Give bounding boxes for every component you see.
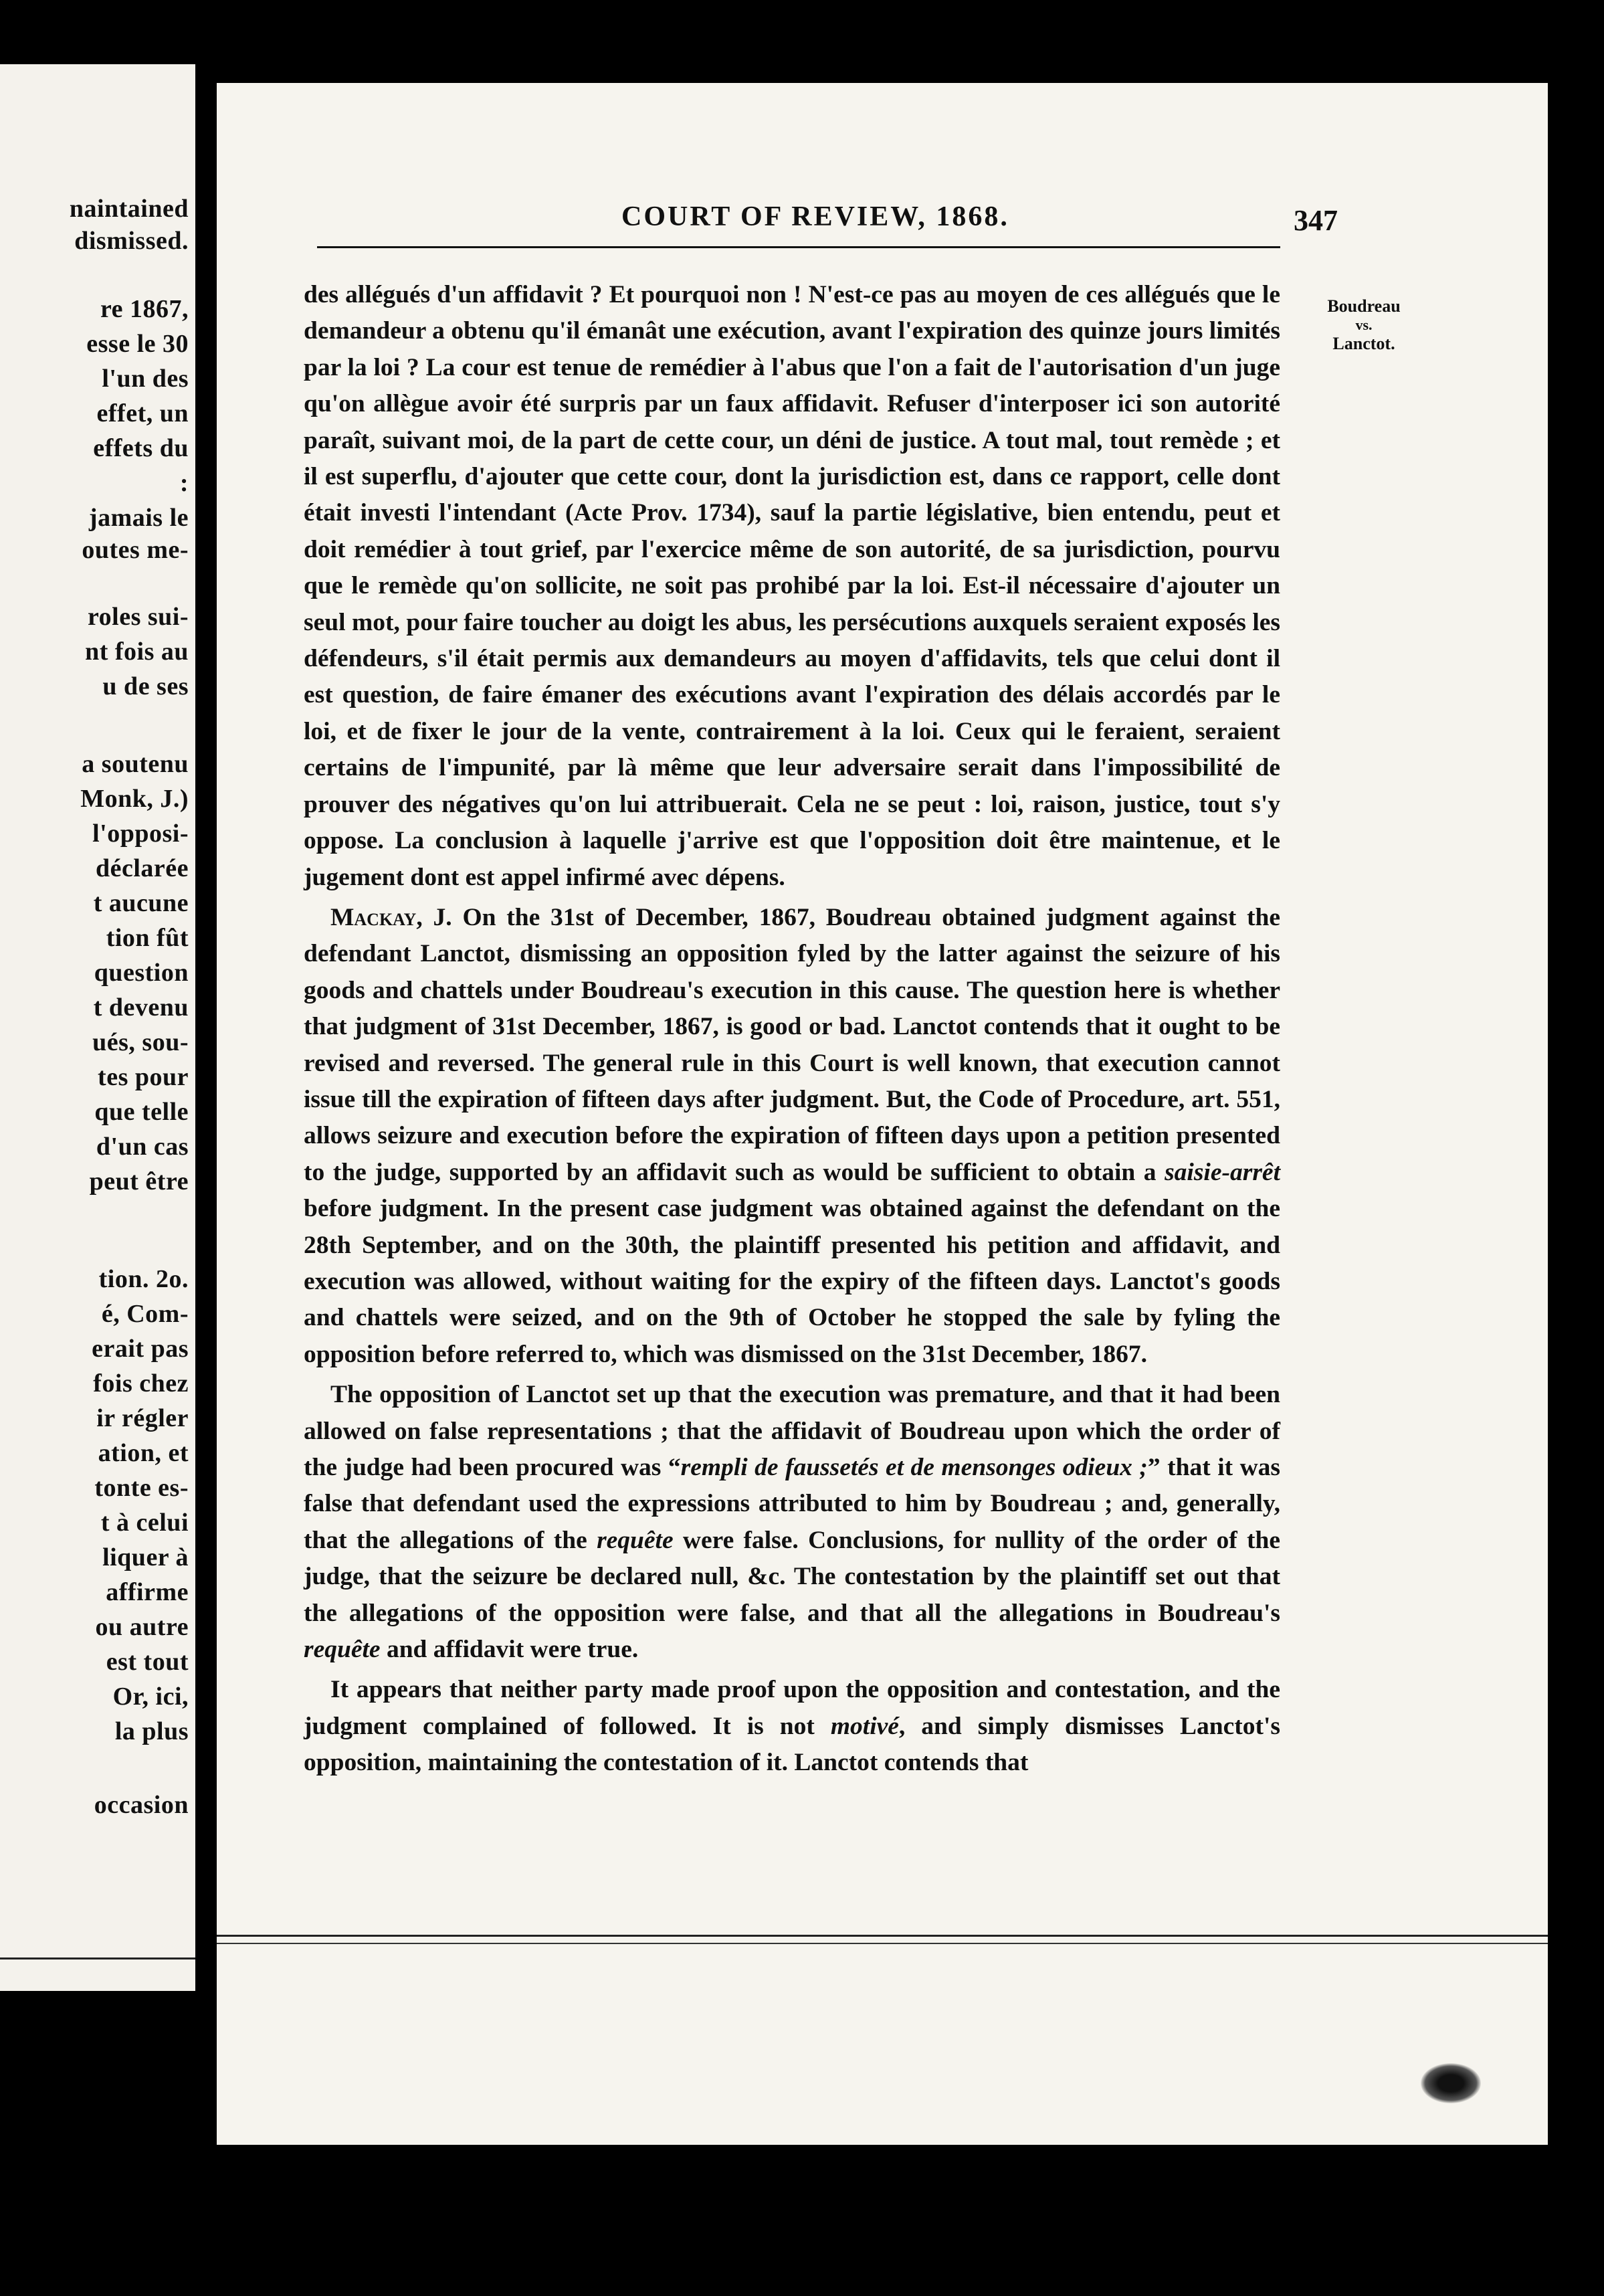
page-fold-line [217, 1935, 1548, 1937]
page-header [310, 201, 1508, 241]
left-page-text-fragment: ation, et [98, 1439, 189, 1467]
paragraph-text: On the 31st of December, 1867, Boudreau obtained judgment against the defendant Lanctot, dismissing an opposition fyled by the latter against the seizure of his goods and chattels under Boudreau's execution in this cause. The question here is whether that judgment of 31st December, 1867, is good or bad. Lanctot contends that it ought to be revised and reversed. The general rule in this Court is well known, that execution cannot issue till the expiration of fifteen days after judgment. But, the Code of Procedure, art. 551, allows seizure and execution before the expiration of fifteen days upon a petition presented to the judge, supported by an affidavit such as would be sufficient to obtain a [304, 903, 1280, 1186]
italic-term: saisie-arrêt [1165, 1158, 1280, 1186]
left-page-text-fragment: occasion [94, 1791, 189, 1819]
sidenote-line: vs. [1355, 316, 1373, 333]
left-page-text-fragment: est tout [106, 1648, 189, 1676]
left-page-text-fragment: dismissed. [74, 227, 189, 255]
left-page-text-fragment: ués, sou- [92, 1028, 189, 1056]
left-page-text-fragment: Monk, J.) [80, 785, 189, 813]
case-sidenote [1307, 296, 1421, 355]
header-rule [317, 246, 1280, 248]
sidenote-line: Boudreau [1327, 296, 1401, 316]
italic-term: motivé [830, 1712, 899, 1740]
left-page-text-fragment: l'un des [102, 365, 189, 393]
left-page-fragment [0, 64, 195, 1991]
ink-blot [1421, 2063, 1481, 2103]
main-page [217, 83, 1548, 2145]
left-page-text-fragment: déclarée [95, 854, 189, 882]
left-page-text-fragment: nt fois au [85, 638, 189, 666]
paragraph-text: ” that it was false that defendant used the expressions attributed to him by Boudreau ; and, generally, that the allegations of the [304, 1454, 1280, 1554]
left-page-text-fragment: t devenu [93, 993, 189, 1022]
left-page-text-fragment: jamais le [88, 504, 189, 532]
left-page-text-fragment: u de ses [102, 672, 189, 700]
left-page-text-fragment: liquer à [102, 1543, 189, 1571]
paragraph-text: , and simply dismisses Lanctot's opposition, maintaining the contestation of it. Lanctot contends that [304, 1712, 1281, 1777]
left-page-text-fragment: re 1867, [100, 295, 189, 323]
paragraph [304, 900, 1280, 1373]
left-page-text-fragment: t à celui [100, 1509, 189, 1537]
left-page-text-fragment: roles sui- [87, 603, 189, 631]
paragraph-text: It appears that neither party made proof upon the opposition and contestation, and the judgment complained of followed. It is not [304, 1676, 1280, 1740]
left-page-text-fragment: outes me- [82, 536, 189, 564]
left-page-text-fragment: esse le 30 [86, 330, 189, 358]
italic-term: requête [304, 1636, 381, 1664]
left-page-text-fragment: tion fût [106, 924, 189, 952]
page-fold-line [217, 1943, 1548, 1944]
running-head: COURT OF REVIEW, 1868. [621, 201, 1009, 232]
left-page-text-fragment: tonte es- [94, 1474, 189, 1502]
left-page-text-fragment: tion. 2o. [98, 1265, 189, 1293]
left-page-text-fragment: Or, ici, [112, 1683, 189, 1711]
judge-name: Mackay, J. [330, 903, 452, 931]
sidenote-line: Lanctot. [1332, 334, 1395, 353]
left-page-text-fragment: t aucune [93, 889, 189, 917]
left-page-text-fragment: question [94, 959, 189, 987]
left-page-text-fragment: erait pas [92, 1335, 189, 1363]
left-page-text-fragment: effet, un [96, 399, 189, 427]
left-page-text-fragment: ir régler [96, 1404, 189, 1432]
left-page-text-fragment: d'un cas [96, 1133, 189, 1161]
italic-term: requête [597, 1526, 674, 1554]
left-page-text-fragment: peut être [89, 1167, 189, 1195]
paragraph-text: The opposition of Lanctot set up that the execution was premature, and that it had been allowed on false representations ; that the affidavit of Boudreau upon which the order of the judge had been procured was “ [304, 1381, 1280, 1481]
left-page-text-fragment: a soutenu [82, 750, 189, 778]
left-page-text-fragment: ou autre [95, 1613, 189, 1641]
body-text [304, 277, 1280, 1782]
paragraph-text: before judgment. In the present case judgment was obtained against the defendant on the 28th September, and on the 30th, the plaintiff presented his petition and affidavit, and execution was allowed, without waiting for the expiry of the fifteen days. Lanctot's goods and chattels were seized, and on the 9th of October he stopped the sale by fyling the opposition before referred to, which was dismissed on the 31st December, 1867. [304, 1195, 1280, 1368]
paragraph [304, 1672, 1280, 1781]
left-page-text-fragment: tes pour [98, 1063, 189, 1091]
left-page-text-fragment: la plus [114, 1717, 189, 1745]
paragraph-text: were false. Conclusions, for nullity of the order of the judge, that the seizure be declared null, &c. The contestation by the plaintiff set out that the allegations of the opposition were false, and that all the allegations in Boudreau's [304, 1526, 1280, 1627]
italic-quote: rempli de faussetés et de mensonges odieux ; [680, 1454, 1148, 1481]
paragraph [304, 1377, 1280, 1668]
page-fold-line [0, 1957, 195, 1959]
left-page-text-fragment: fois chez [93, 1369, 189, 1398]
left-page-text-fragment: : [179, 469, 189, 497]
page-number: 347 [1294, 204, 1338, 237]
paragraph-text: des allégués d'un affidavit ? Et pourquoi non ! N'est-ce pas au moyen de ces allégués que le demandeur a obtenu qu'il émanât une exécution, avant l'expiration des quinze jours limités par la loi ? La cour est tenue de remédier à l'abus que l'on a fait de l'autorisation d'un juge qu'on allègue avoir été surpris par un faux affidavit. Refuser d'interposer ici son autorité paraît, suivant moi, de la part de cette cour, un déni de justice. A tout mal, tout remède ; et il est superflu, d'ajouter que cette cour, dont la jurisdiction est, dans ce rapport, celle dont était investi l'intendant (Acte Prov. 1734), sauf la partie législative, bien entendu, peut et doit remédier à tout grief, par l'exercice même de son autorité, de sa jurisdiction, pourvu que le remède qu'on sollicite, ne soit pas prohibé par la loi. Est-il nécessaire d'ajouter un seul mot, pour faire toucher au doigt les abus, les persécutions auxquels seraient exposés les défendeurs, s'il était permis aux demandeurs au moyen d'affidavits, tels que celui dont il est question, de faire émaner des exécutions avant l'expiration des délais accordés par le loi, et de fixer le jour de la vente, contrairement à la loi. Ceux qui le feraient, seraient certains de l'impunité, par là même que leur adversaire serait dans l'impossibilité de prouver des négatives qu'on lui attribuerait. Cela ne se peut : loi, raison, justice, tout s'y oppose. La conclusion à laquelle j'arrive est que l'opposition doit être maintenue, et le jugement dont est appel infirmé avec dépens. [304, 281, 1280, 891]
paragraph [304, 277, 1280, 896]
left-page-text-fragment: l'opposi- [92, 820, 189, 848]
paragraph-text: and affidavit were true. [380, 1636, 639, 1664]
left-page-text-fragment: effets du [93, 434, 189, 462]
left-page-text-fragment: é, Com- [101, 1300, 189, 1328]
left-page-text-fragment: affirme [106, 1578, 189, 1606]
left-page-text-fragment: que telle [94, 1098, 189, 1126]
left-page-text-fragment: naintained [69, 195, 189, 223]
